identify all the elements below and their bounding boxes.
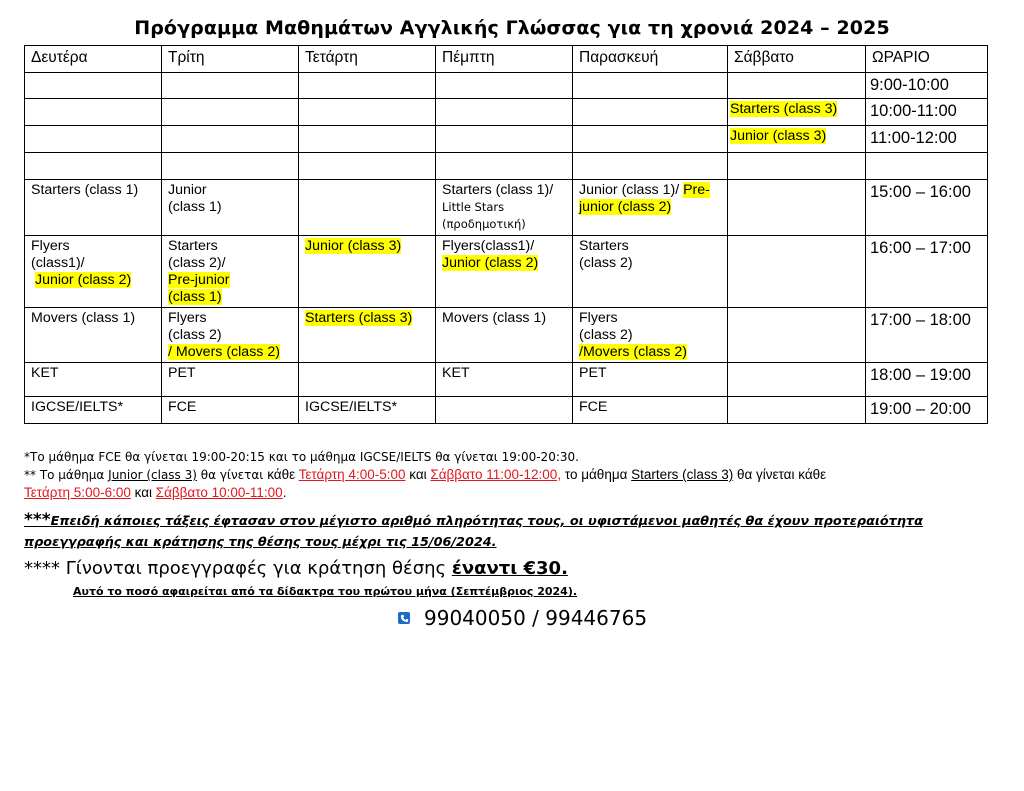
class-cell: Starters (class 1)	[25, 180, 162, 236]
table-row	[25, 99, 988, 126]
class-cell: Movers (class 1)	[436, 308, 573, 363]
table-row	[25, 308, 988, 363]
phone-line	[398, 606, 647, 630]
class-cell: IGCSE/IELTS*	[299, 397, 436, 424]
highlighted-class: Junior (class 3)	[730, 128, 827, 144]
class-cell	[728, 99, 866, 126]
class-cell: FCE	[573, 397, 728, 424]
note-3: ***Επειδή κάποιες τάξεις έφτασαν στον μέγιστο αριθμό πληρότητας τους, οι υφιστάμενοι μαθητές θα έχουν προτεραιότητα προεγγραφής και κράτησης της θέσης τους μέχρι τις 15/06/2024.	[24, 510, 923, 550]
table-row	[25, 126, 988, 153]
class-cell: KET	[25, 363, 162, 397]
header-saturday: Σάββατο	[728, 46, 866, 73]
table-row	[25, 397, 988, 424]
time-cell: 9:00-10:00	[866, 73, 988, 99]
class-cell: IGCSE/IELTS*	[25, 397, 162, 424]
class-cell: PET	[573, 363, 728, 397]
class-cell: FCE	[162, 397, 299, 424]
notes	[24, 448, 1004, 502]
note-2: ** Το μάθημα Junior (class 3) θα γίνεται κάθε Τετάρτη 4:00-5:00 και Σάββατο 11:00-12:00, το μάθημα Starters (class 3) θα γίνεται κάθε Τετάρτη 5:00-6:00 και Σάββατο 10:00-11:00.	[24, 467, 827, 500]
table-row	[25, 363, 988, 397]
class-cell: KET	[436, 363, 573, 397]
header-monday: Δευτέρα	[25, 46, 162, 73]
header-friday: Παρασκευή	[573, 46, 728, 73]
time-cell: 15:00 – 16:00	[866, 180, 988, 236]
price: έναντι €30.	[451, 558, 568, 579]
time-cell: 11:00-12:00	[866, 126, 988, 153]
time-cell: 16:00 – 17:00	[866, 236, 988, 308]
page-title: Πρόγραμμα Μαθημάτων Αγγλικής Γλώσσας για τη χρονιά 2024 – 2025	[134, 17, 890, 39]
highlighted-class: Starters (class 3)	[730, 101, 838, 117]
class-cell: Starters (class 3)	[299, 308, 436, 363]
class-cell: Flyers (class 2) / Movers (class 2)	[162, 308, 299, 363]
class-cell: Movers (class 1)	[25, 308, 162, 363]
phone-icon	[398, 612, 410, 624]
class-cell: PET	[162, 363, 299, 397]
class-cell: Starters (class 2)	[573, 236, 728, 308]
table-row	[25, 236, 988, 308]
schedule-table	[24, 45, 988, 424]
class-cell: Junior (class 1)	[162, 180, 299, 236]
header-wednesday: Τετάρτη	[299, 46, 436, 73]
phone-numbers[interactable]: 99040050 / 99446765	[424, 606, 648, 630]
class-cell: Starters (class 2)/ Pre-junior (class 1)	[162, 236, 299, 308]
header-thursday: Πέμπτη	[436, 46, 573, 73]
class-cell	[728, 126, 866, 153]
time-cell: 18:00 – 19:00	[866, 363, 988, 397]
header-row	[25, 46, 988, 73]
class-cell: Junior (class 1)/ Pre- junior (class 2)	[573, 180, 728, 236]
table-row	[25, 73, 988, 99]
note-4: **** Γίνονται προεγγραφές για κράτηση θέσης έναντι €30.	[24, 558, 568, 579]
table-row	[25, 180, 988, 236]
header-tuesday: Τρίτη	[162, 46, 299, 73]
time-cell: 10:00-11:00	[866, 99, 988, 126]
table-row	[25, 153, 988, 180]
time-cell: 17:00 – 18:00	[866, 308, 988, 363]
time-cell: 19:00 – 20:00	[866, 397, 988, 424]
note-1: *Το μάθημα FCE θα γίνεται 19:00-20:15 και το μάθημα IGCSE/IELTS θα γίνεται 19:00-20:30.	[24, 450, 579, 464]
class-cell: Junior (class 3)	[299, 236, 436, 308]
class-cell: Flyers (class1)/ Junior (class 2)	[25, 236, 162, 308]
note-4-sub: Αυτό το ποσό αφαιρείται από τα δίδακτρα του πρώτου μήνα (Σεπτέμβριος 2024).	[73, 585, 578, 598]
class-cell: Flyers(class1)/ Junior (class 2)	[436, 236, 573, 308]
class-cell: Starters (class 1)/ Little Stars (προδημοτική)	[436, 180, 573, 236]
class-cell: Flyers (class 2) /Movers (class 2)	[573, 308, 728, 363]
header-hours: ΩΡΑΡΙΟ	[866, 46, 988, 73]
